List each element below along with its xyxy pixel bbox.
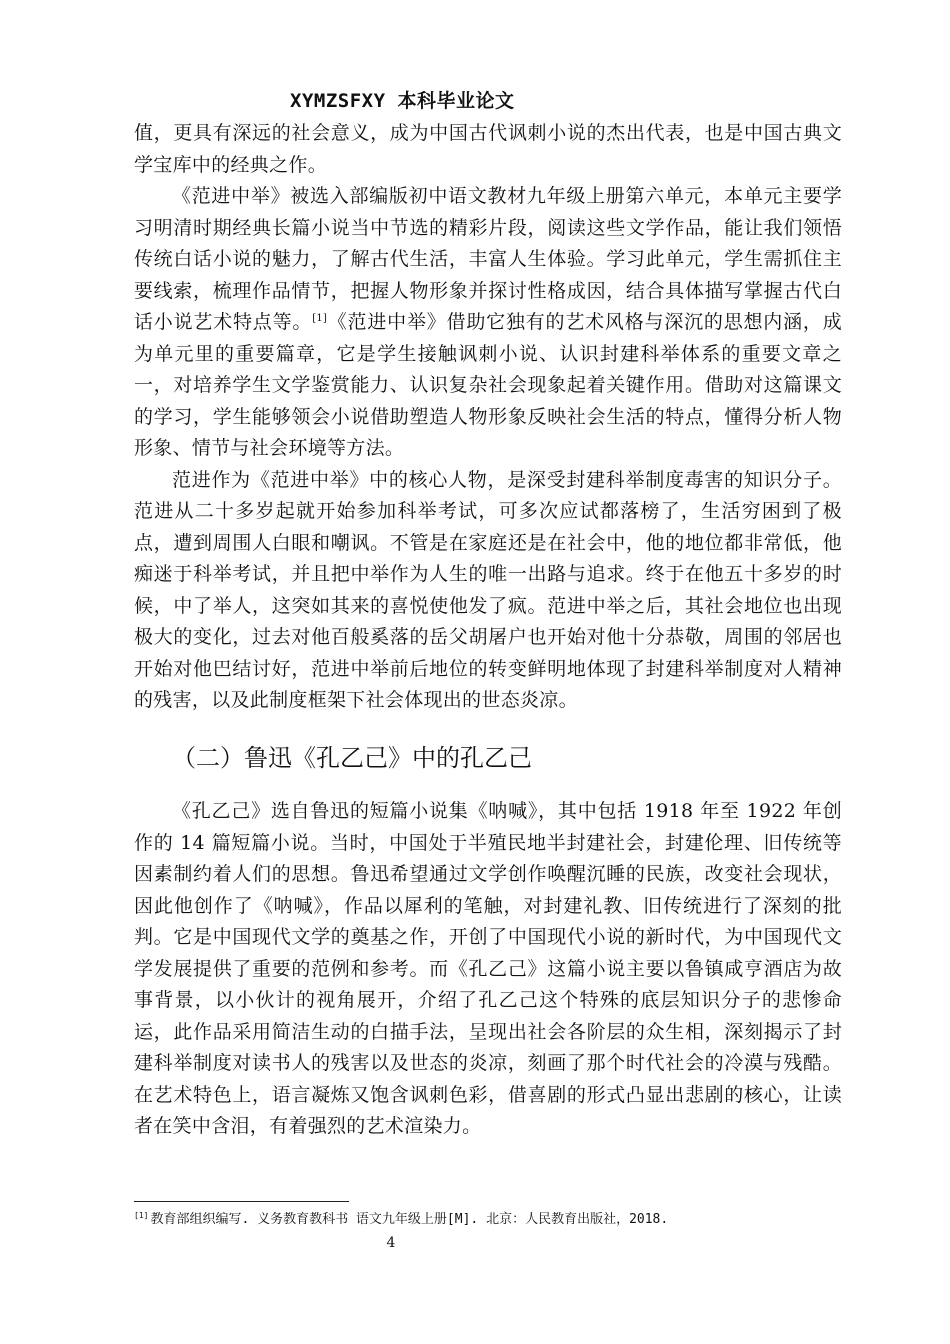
paragraph-continuation: 值，更具有深远的社会意义，成为中国古代讽刺小说的杰出代表，也是中国古典文学宝库中的经典之作。 [134,122,842,176]
paragraph-curriculum-part-b: 《范进中举》借助它独有的艺术风格与深沉的思想内涵，成为单元里的重要篇章，它是学生接触讽刺小说、认识封建科举体系的重要文章之一，对培养学生文学鉴赏能力、认识复杂社会现象起着关键作用。借助对这篇课文的学习，学生能够领会小说借助塑造人物形象反映社会生活的特点，懂得分析人物形象、情节与社会环境等方法。 [134,311,842,459]
paragraph-fan-jin: 范进作为《范进中举》中的核心人物，是深受封建科举制度毒害的知识分子。范进从二十多岁起就开始参加科举考试，可多次应试都落榜了，生活穷困到了极点，遭到周围人白眼和嘲讽。不管是在家庭还是在社会中，他的地位都非常低，他痴迷于科举考试，并且把中举作为人生的唯一出路与追求。终于在他五十多岁的时候，中了举人，这突如其来的喜悦使他发了疯。范进中举之后，其社会地位也出现极大的变化，过去对他百般奚落的岳父胡屠户也开始对他十分恭敬，周围的邻居也开始对他巴结讨好，范进中举前后地位的转变鲜明地体现了封建科举制度对人精神的残害，以及此制度框架下社会体现出的世态炎凉。 [134,468,842,711]
footnote-marker: [1] [134,1211,149,1220]
paragraph-curriculum-part-a: 《范进中举》被选入部编版初中语文教材九年级上册第六单元，本单元主要学习明清时期经典长篇小说当中节选的精彩片段，阅读这些文学作品，能让我们领悟传统白话小说的魅力，了解古代生活，丰富人生体验。学习此单元，学生需抓住主要线索，梳理作品情节，把握人物形象并探讨性格成因，结合具体描写掌握古代白话小说艺术特点等。 [134,185,842,333]
paragraph-curriculum [134,181,842,465]
paragraph-kong-yiji: 《孔乙己》选自鲁迅的短篇小说集《呐喊》，其中包括 1918 年至 1922 年创作的 14 篇短篇小说。当时，中国处于半殖民地半封建社会，封建伦理、旧传统等因素制约着人们的思想。鲁迅希望通过文学创作唤醒沉睡的民族，改变社会现状，因此他创作了《呐喊》，作品以犀利的笔触，对封建礼教、旧传统进行了深刻的批判。它是中国现代文学的奠基之作，开创了中国现代小说的新时代，为中国现代文学发展提供了重要的范例和参考。而《孔乙己》这篇小说主要以鲁镇咸亨酒店为故事背景，以小伙计的视角展开，介绍了孔乙己这个特殊的底层知识分子的悲惨命运，此作品采用简洁生动的白描手法，呈现出社会各阶层的众生相，深刻揭示了封建科举制度对读书人的残害以及世态的炎凉，刻画了那个时代社会的冷漠与残酷。在艺术特色上，语言凝炼又饱含讽刺色彩，借喜剧的形式凸显出悲剧的核心，让读者在笑中含泪，有着强烈的艺术渲染力。 [134,800,842,1137]
page-number: 4 [386,1235,396,1251]
footnote-divider [134,1201,349,1202]
body-block-1 [134,118,842,717]
section-heading: （二）鲁迅《孔乙己》中的孔乙己 [172,744,532,772]
footnote-text: 教育部组织编写. 义务教育教科书 语文九年级上册[M]. 北京：人民教育出版社，2018. [150,1212,669,1227]
running-header: XYMZSFXY 本科毕业论文 [290,90,515,112]
citation-ref-1[interactable]: [1] [312,313,328,324]
footnote [134,1210,854,1230]
body-block-2 [134,796,842,1143]
